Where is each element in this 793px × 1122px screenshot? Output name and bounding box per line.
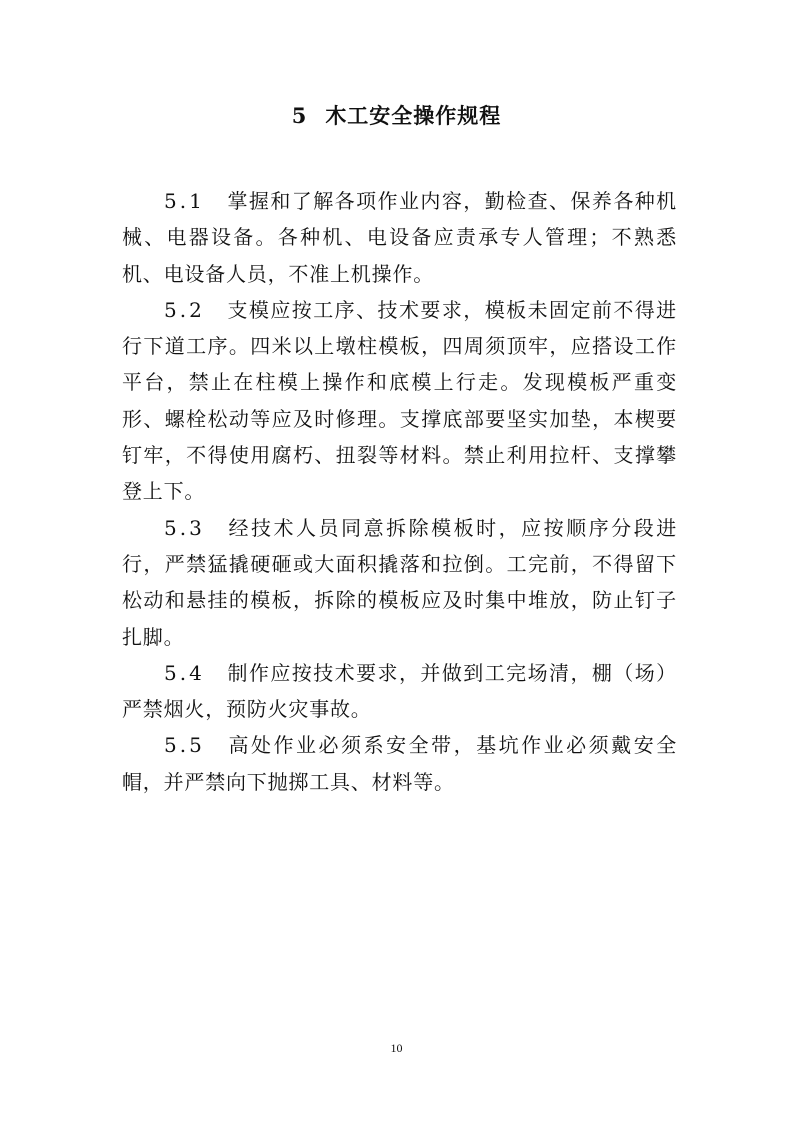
page-number: 10 bbox=[390, 1041, 403, 1055]
paragraph-5-1 bbox=[122, 183, 677, 292]
paragraph-number: 5.2 bbox=[164, 297, 205, 322]
paragraph-5-5 bbox=[122, 727, 677, 800]
paragraph-number: 5.3 bbox=[164, 515, 205, 540]
paragraph-text: 制作应按技术要求，并做到工完场清，棚（场）严禁烟火，预防火灾事故。 bbox=[122, 660, 677, 722]
paragraph-5-3 bbox=[122, 510, 677, 655]
section-heading bbox=[0, 100, 793, 132]
paragraph-number: 5.5 bbox=[164, 733, 205, 758]
paragraph-5-2 bbox=[122, 292, 677, 510]
section-title: 木工安全操作规程 bbox=[325, 103, 502, 128]
paragraph-5-4 bbox=[122, 655, 677, 728]
paragraph-text: 支模应按工序、技术要求，模板未固定前不得进行下道工序。四米以上墩柱模板，四周须顶牢，应搭设工作平台，禁止在柱模上操作和底模上行走。发现模板严重变形、螺栓松动等应及时修理。支撑底部要坚实加垫，本楔要钉牢，不得使用腐朽、扭裂等材料。禁止利用拉杆、支撑攀登上下。 bbox=[122, 297, 677, 504]
paragraph-number: 5.4 bbox=[164, 660, 205, 685]
document-body bbox=[122, 183, 677, 800]
paragraph-text: 高处作业必须系安全带，基坑作业必须戴安全帽，并严禁向下抛掷工具、材料等。 bbox=[122, 733, 677, 794]
section-number: 5 bbox=[291, 103, 308, 128]
paragraph-number: 5.1 bbox=[164, 189, 205, 213]
paragraph-text: 经技术人员同意拆除模板时，应按顺序分段进行，严禁猛撬硬砸或大面积撬落和拉倒。工完前，不得留下松动和悬挂的模板，拆除的模板应及时集中堆放，防止钉子扎脚。 bbox=[122, 515, 677, 649]
paragraph-text: 掌握和了解各项作业内容，勤检查、保养各种机械、电器设备。各种机、电设备应责承专人管理；不熟悉机、电设备人员，不准上机操作。 bbox=[122, 189, 677, 286]
